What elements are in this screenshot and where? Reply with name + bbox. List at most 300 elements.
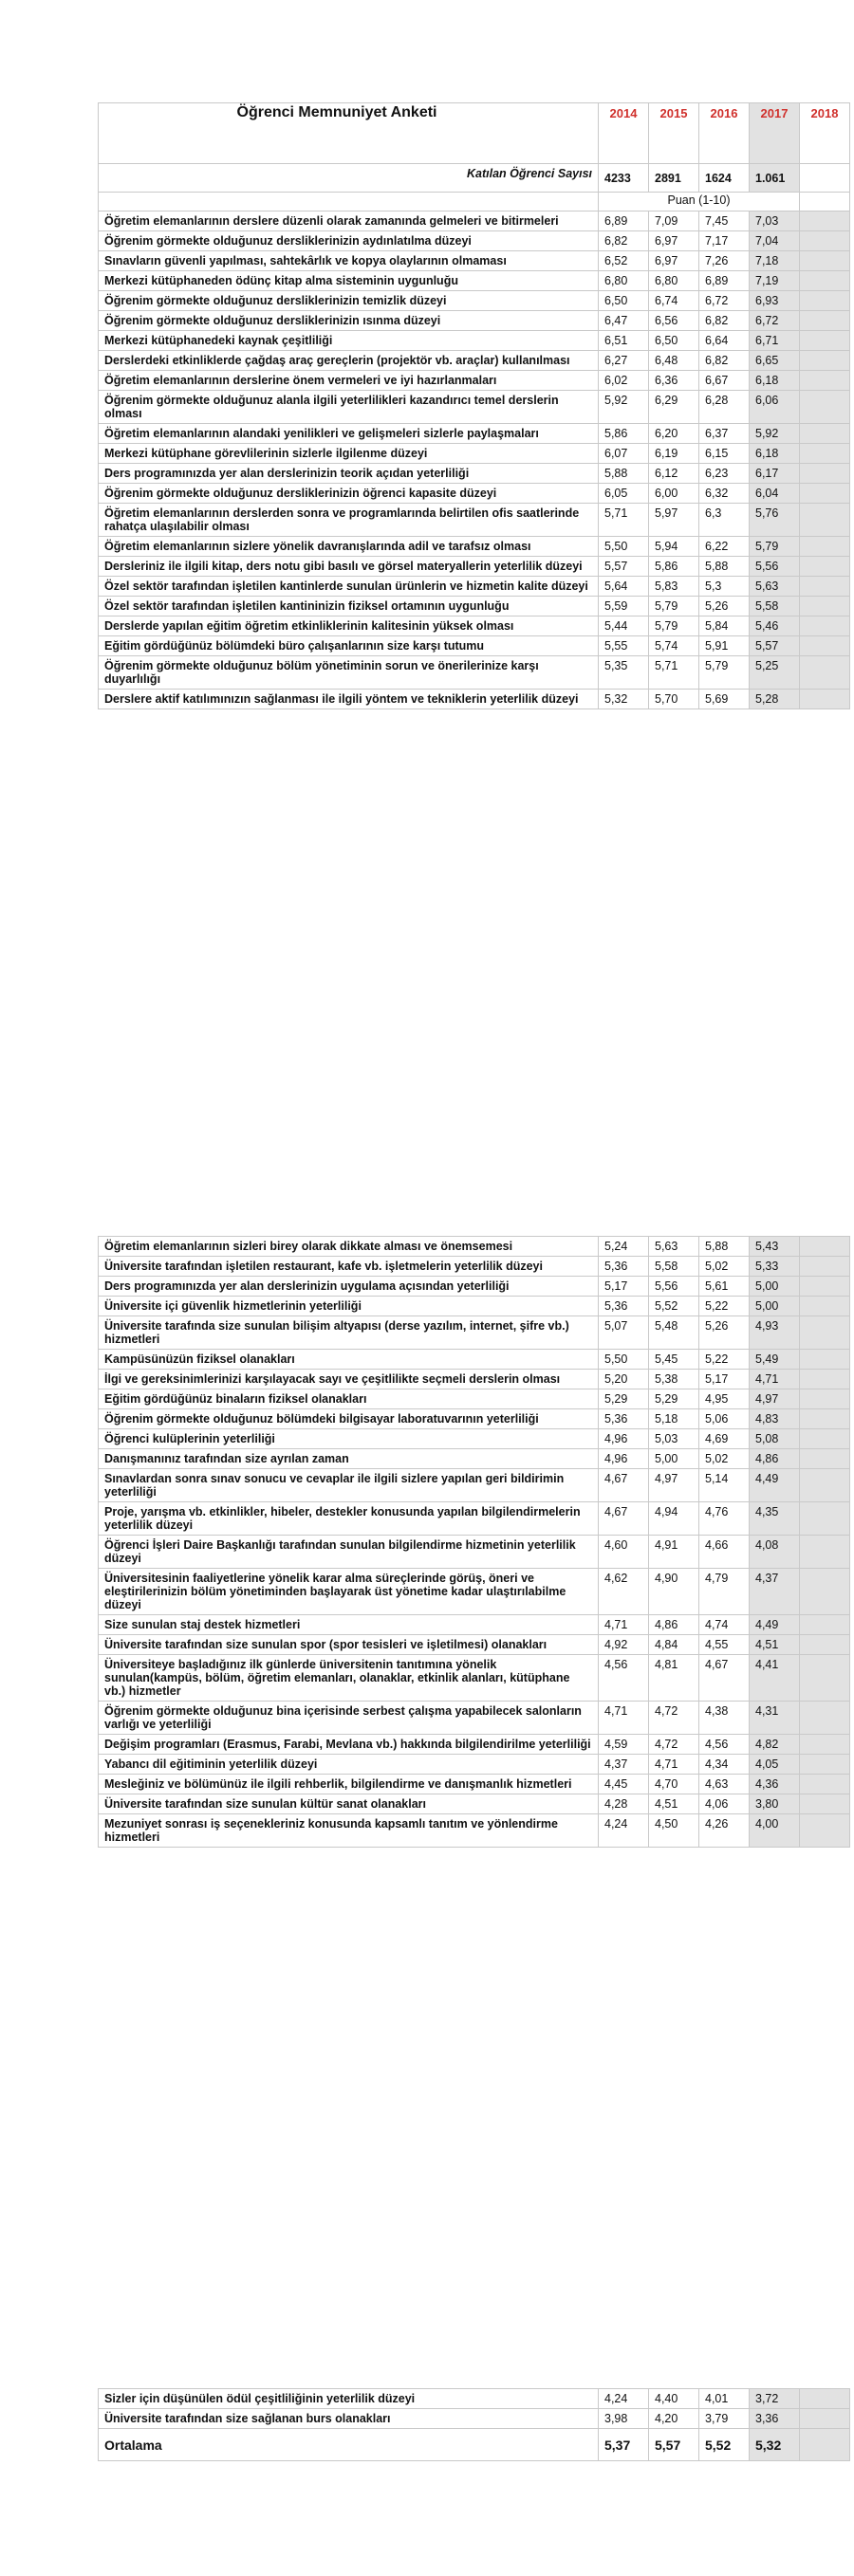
survey-row bbox=[99, 1755, 850, 1775]
survey-row bbox=[99, 311, 850, 331]
survey-row bbox=[99, 1389, 850, 1409]
score-2018 bbox=[800, 1702, 850, 1735]
score-2014: 4,59 bbox=[599, 1735, 649, 1755]
score-2018 bbox=[800, 557, 850, 577]
score-2015: 5,71 bbox=[649, 656, 699, 690]
score-2015: 5,38 bbox=[649, 1370, 699, 1389]
score-2017: 5,76 bbox=[750, 504, 800, 537]
score-2018 bbox=[800, 1469, 850, 1502]
question-text: Proje, yarışma vb. etkinlikler, hibeler, destekler konusunda yapılan bilgilendirmelerin yeterlilik düzeyi bbox=[99, 1502, 599, 1536]
score-2017: 6,06 bbox=[750, 391, 800, 424]
question-text: İlgi ve gereksinimlerinizi karşılayacak sayı ve çeşitlilikte seçmeli derslerin olması bbox=[99, 1370, 599, 1389]
score-2016: 6,64 bbox=[699, 331, 750, 351]
question-text: Üniversiteye başladığınız ilk günlerde üniversitenin tanıtımına yönelik sunulan(kampüs, bölüm, öğretim elemanları, olanaklar, etkinlik alanları, kütüphane vb.) hizmetler bbox=[99, 1655, 599, 1702]
score-2016: 6,32 bbox=[699, 484, 750, 504]
section-1-rows bbox=[99, 212, 850, 709]
section-2-rows bbox=[99, 1237, 850, 1848]
score-2015: 6,97 bbox=[649, 231, 699, 251]
question-text: Öğrenim görmekte olduğunuz dersliklerinizin ısınma düzeyi bbox=[99, 311, 599, 331]
score-2015: 5,48 bbox=[649, 1316, 699, 1350]
survey-row bbox=[99, 464, 850, 484]
score-2015: 5,74 bbox=[649, 636, 699, 656]
average-2016: 5,52 bbox=[699, 2429, 750, 2461]
question-text: Üniversite içi güvenlik hizmetlerinin yeterliliği bbox=[99, 1297, 599, 1316]
score-2018 bbox=[800, 1615, 850, 1635]
score-2014: 6,52 bbox=[599, 251, 649, 271]
score-2018 bbox=[800, 636, 850, 656]
score-2018 bbox=[800, 597, 850, 616]
question-text: Özel sektör tarafından işletilen kantininizin fiziksel ortamının uygunluğu bbox=[99, 597, 599, 616]
score-2016: 6,23 bbox=[699, 464, 750, 484]
score-2018 bbox=[800, 1635, 850, 1655]
question-text: Sınavların güvenli yapılması, sahtekârlık ve kopya olaylarının olmaması bbox=[99, 251, 599, 271]
question-text: Öğrenim görmekte olduğunuz bölüm yönetiminin sorun ve önerilerinize karşı duyarlılığı bbox=[99, 656, 599, 690]
score-2018 bbox=[800, 1409, 850, 1429]
survey-row bbox=[99, 1429, 850, 1449]
score-2017: 4,82 bbox=[750, 1735, 800, 1755]
score-2015: 4,40 bbox=[649, 2389, 699, 2409]
score-2015: 5,45 bbox=[649, 1350, 699, 1370]
score-2016: 6,67 bbox=[699, 371, 750, 391]
score-2014: 4,28 bbox=[599, 1794, 649, 1814]
question-text: Öğretim elemanlarının derslere düzenli olarak zamanında gelmeleri ve bitirmeleri bbox=[99, 212, 599, 231]
score-2018 bbox=[800, 1316, 850, 1350]
score-2014: 5,36 bbox=[599, 1409, 649, 1429]
score-2015: 5,79 bbox=[649, 616, 699, 636]
score-2016: 4,01 bbox=[699, 2389, 750, 2409]
score-2018 bbox=[800, 504, 850, 537]
score-2017: 4,93 bbox=[750, 1316, 800, 1350]
question-text: Öğrenim görmekte olduğunuz dersliklerinizin temizlik düzeyi bbox=[99, 291, 599, 311]
score-2014: 5,88 bbox=[599, 464, 649, 484]
score-2018 bbox=[800, 1370, 850, 1389]
survey-row bbox=[99, 1735, 850, 1755]
score-2014: 3,98 bbox=[599, 2409, 649, 2429]
score-2018 bbox=[800, 2389, 850, 2409]
score-2017: 4,86 bbox=[750, 1449, 800, 1469]
question-text: Derslere aktif katılımınızın sağlanması ile ilgili yöntem ve tekniklerin yeterlilik düzeyi bbox=[99, 690, 599, 709]
score-2018 bbox=[800, 1794, 850, 1814]
score-2015: 6,56 bbox=[649, 311, 699, 331]
score-2014: 6,80 bbox=[599, 271, 649, 291]
score-2015: 4,90 bbox=[649, 1569, 699, 1615]
question-text: Merkezi kütüphanedeki kaynak çeşitliliği bbox=[99, 331, 599, 351]
score-2015: 5,52 bbox=[649, 1297, 699, 1316]
score-2018 bbox=[800, 212, 850, 231]
score-2018 bbox=[800, 251, 850, 271]
score-2016: 3,79 bbox=[699, 2409, 750, 2429]
score-2018 bbox=[800, 331, 850, 351]
score-2016: 5,22 bbox=[699, 1297, 750, 1316]
question-text: Merkezi kütüphaneden ödünç kitap alma sisteminin uygunluğu bbox=[99, 271, 599, 291]
score-2018 bbox=[800, 1237, 850, 1257]
score-2016: 5,84 bbox=[699, 616, 750, 636]
score-2016: 4,79 bbox=[699, 1569, 750, 1615]
score-2014: 4,24 bbox=[599, 1814, 649, 1848]
score-2016: 4,56 bbox=[699, 1735, 750, 1755]
question-text: Öğretim elemanlarının derslerden sonra ve programlarında belirtilen ofis saatlerinde rahatça ulaşılabilir olması bbox=[99, 504, 599, 537]
survey-row bbox=[99, 444, 850, 464]
score-2017: 4,51 bbox=[750, 1635, 800, 1655]
score-2017: 6,93 bbox=[750, 291, 800, 311]
score-2014: 5,57 bbox=[599, 557, 649, 577]
score-2018 bbox=[800, 424, 850, 444]
score-2014: 5,24 bbox=[599, 1237, 649, 1257]
score-2017: 7,04 bbox=[750, 231, 800, 251]
score-2015: 5,86 bbox=[649, 557, 699, 577]
score-2016: 6,37 bbox=[699, 424, 750, 444]
survey-row bbox=[99, 597, 850, 616]
score-2016: 4,38 bbox=[699, 1702, 750, 1735]
respondents-2015: 2891 bbox=[649, 164, 699, 193]
score-2017: 5,92 bbox=[750, 424, 800, 444]
score-2015: 5,79 bbox=[649, 597, 699, 616]
score-2015: 4,86 bbox=[649, 1615, 699, 1635]
score-2015: 6,29 bbox=[649, 391, 699, 424]
score-2016: 5,14 bbox=[699, 1469, 750, 1502]
score-2015: 5,56 bbox=[649, 1277, 699, 1297]
survey-row bbox=[99, 2409, 850, 2429]
unit-label: Puan (1-10) bbox=[599, 193, 800, 212]
score-2017: 5,00 bbox=[750, 1297, 800, 1316]
header-row bbox=[99, 103, 850, 164]
score-2016: 5,02 bbox=[699, 1449, 750, 1469]
score-2017: 4,08 bbox=[750, 1536, 800, 1569]
question-text: Öğrenim görmekte olduğunuz bölümdeki bilgisayar laboratuvarının yeterliliği bbox=[99, 1409, 599, 1429]
score-2017: 4,35 bbox=[750, 1502, 800, 1536]
score-2015: 4,50 bbox=[649, 1814, 699, 1848]
score-2016: 6,82 bbox=[699, 311, 750, 331]
score-2014: 6,07 bbox=[599, 444, 649, 464]
score-2018 bbox=[800, 537, 850, 557]
score-2017: 5,57 bbox=[750, 636, 800, 656]
score-2017: 6,71 bbox=[750, 331, 800, 351]
score-2014: 5,44 bbox=[599, 616, 649, 636]
score-2014: 4,24 bbox=[599, 2389, 649, 2409]
score-2016: 4,76 bbox=[699, 1502, 750, 1536]
score-2018 bbox=[800, 690, 850, 709]
survey-row bbox=[99, 1702, 850, 1735]
score-2014: 5,55 bbox=[599, 636, 649, 656]
score-2017: 5,28 bbox=[750, 690, 800, 709]
question-text: Üniversite tarafında size sunulan bilişim altyapısı (derse yazılım, internet, şifre vb.) hizmetleri bbox=[99, 1316, 599, 1350]
score-2017: 4,00 bbox=[750, 1814, 800, 1848]
score-2016: 5,26 bbox=[699, 597, 750, 616]
score-2018 bbox=[800, 577, 850, 597]
score-2014: 5,35 bbox=[599, 656, 649, 690]
score-2018 bbox=[800, 1655, 850, 1702]
score-2014: 4,56 bbox=[599, 1655, 649, 1702]
average-2014: 5,37 bbox=[599, 2429, 649, 2461]
average-2017: 5,32 bbox=[750, 2429, 800, 2461]
score-2014: 4,96 bbox=[599, 1449, 649, 1469]
score-2016: 4,34 bbox=[699, 1755, 750, 1775]
score-2014: 5,71 bbox=[599, 504, 649, 537]
year-2017: 2017 bbox=[750, 103, 800, 164]
question-text: Dersleriniz ile ilgili kitap, ders notu gibi basılı ve görsel materyallerin yeterlilik düzeyi bbox=[99, 557, 599, 577]
score-2016: 5,22 bbox=[699, 1350, 750, 1370]
survey-table-part-3 bbox=[98, 2388, 850, 2461]
survey-table-part-2 bbox=[98, 1236, 850, 1848]
score-2018 bbox=[800, 484, 850, 504]
survey-row bbox=[99, 484, 850, 504]
question-text: Eğitim gördüğünüz binaların fiziksel olanakları bbox=[99, 1389, 599, 1409]
survey-row bbox=[99, 577, 850, 597]
score-2015: 4,71 bbox=[649, 1755, 699, 1775]
question-text: Üniversitesinin faaliyetlerine yönelik karar alma süreçlerinde görüş, öneri ve eleştirilerinizin bölüm yönetiminden başlayarak üst yönetime kadar ulaştırılabilme düzeyi bbox=[99, 1569, 599, 1615]
score-2015: 6,19 bbox=[649, 444, 699, 464]
section-3-rows bbox=[99, 2389, 850, 2429]
score-2017: 4,37 bbox=[750, 1569, 800, 1615]
score-2014: 6,82 bbox=[599, 231, 649, 251]
score-2016: 4,55 bbox=[699, 1635, 750, 1655]
score-2018 bbox=[800, 464, 850, 484]
score-2015: 5,70 bbox=[649, 690, 699, 709]
score-2014: 4,45 bbox=[599, 1775, 649, 1794]
score-2016: 5,91 bbox=[699, 636, 750, 656]
score-2018 bbox=[800, 1277, 850, 1297]
score-2015: 5,03 bbox=[649, 1429, 699, 1449]
year-2015: 2015 bbox=[649, 103, 699, 164]
survey-row bbox=[99, 1655, 850, 1702]
score-2015: 5,63 bbox=[649, 1237, 699, 1257]
score-2014: 4,92 bbox=[599, 1635, 649, 1655]
score-2018 bbox=[800, 1755, 850, 1775]
survey-row bbox=[99, 656, 850, 690]
score-2015: 4,70 bbox=[649, 1775, 699, 1794]
score-2014: 4,37 bbox=[599, 1755, 649, 1775]
score-2017: 5,33 bbox=[750, 1257, 800, 1277]
score-2016: 4,69 bbox=[699, 1429, 750, 1449]
score-2016: 6,3 bbox=[699, 504, 750, 537]
question-text: Size sunulan staj destek hizmetleri bbox=[99, 1615, 599, 1635]
score-2015: 6,00 bbox=[649, 484, 699, 504]
survey-row bbox=[99, 557, 850, 577]
average-label: Ortalama bbox=[99, 2429, 599, 2461]
average-row bbox=[99, 2429, 850, 2461]
score-2014: 4,62 bbox=[599, 1569, 649, 1615]
score-2014: 5,29 bbox=[599, 1389, 649, 1409]
survey-row bbox=[99, 1370, 850, 1389]
score-2017: 5,46 bbox=[750, 616, 800, 636]
score-2018 bbox=[800, 1569, 850, 1615]
score-2015: 7,09 bbox=[649, 212, 699, 231]
score-2015: 5,00 bbox=[649, 1449, 699, 1469]
question-text: Ders programınızda yer alan derslerinizin teorik açıdan yeterliliği bbox=[99, 464, 599, 484]
score-2017: 3,80 bbox=[750, 1794, 800, 1814]
score-2014: 5,36 bbox=[599, 1257, 649, 1277]
respondents-2014: 4233 bbox=[599, 164, 649, 193]
survey-row bbox=[99, 690, 850, 709]
question-text: Danışmanınız tarafından size ayrılan zaman bbox=[99, 1449, 599, 1469]
survey-row bbox=[99, 1350, 850, 1370]
score-2014: 5,86 bbox=[599, 424, 649, 444]
score-2016: 5,88 bbox=[699, 1237, 750, 1257]
score-2017: 7,18 bbox=[750, 251, 800, 271]
year-2018: 2018 bbox=[800, 103, 850, 164]
score-2018 bbox=[800, 1297, 850, 1316]
survey-row bbox=[99, 231, 850, 251]
score-2017: 3,72 bbox=[750, 2389, 800, 2409]
question-text: Eğitim gördüğünüz bölümdeki büro çalışanlarının size karşı tutumu bbox=[99, 636, 599, 656]
page-title: Öğrenci Memnuniyet Anketi bbox=[236, 104, 437, 120]
score-2015: 4,72 bbox=[649, 1702, 699, 1735]
score-2017: 6,04 bbox=[750, 484, 800, 504]
score-2016: 5,88 bbox=[699, 557, 750, 577]
score-2014: 5,64 bbox=[599, 577, 649, 597]
score-2015: 4,91 bbox=[649, 1536, 699, 1569]
score-2017: 4,36 bbox=[750, 1775, 800, 1794]
score-2017: 6,17 bbox=[750, 464, 800, 484]
score-2016: 5,17 bbox=[699, 1370, 750, 1389]
score-2014: 5,50 bbox=[599, 1350, 649, 1370]
score-2015: 6,36 bbox=[649, 371, 699, 391]
score-2018 bbox=[800, 1257, 850, 1277]
score-2017: 5,58 bbox=[750, 597, 800, 616]
score-2017: 3,36 bbox=[750, 2409, 800, 2429]
survey-row bbox=[99, 1635, 850, 1655]
score-2018 bbox=[800, 271, 850, 291]
score-2015: 6,48 bbox=[649, 351, 699, 371]
respondents-2016: 1624 bbox=[699, 164, 750, 193]
score-2016: 5,3 bbox=[699, 577, 750, 597]
score-2014: 4,71 bbox=[599, 1702, 649, 1735]
score-2015: 6,97 bbox=[649, 251, 699, 271]
survey-row bbox=[99, 251, 850, 271]
score-2016: 4,66 bbox=[699, 1536, 750, 1569]
score-2015: 6,20 bbox=[649, 424, 699, 444]
question-text: Öğrenim görmekte olduğunuz dersliklerinizin aydınlatılma düzeyi bbox=[99, 231, 599, 251]
question-text: Öğrenci kulüplerinin yeterliliği bbox=[99, 1429, 599, 1449]
score-2016: 4,74 bbox=[699, 1615, 750, 1635]
question-text: Merkezi kütüphane görevlilerinin sizlerle ilgilenme düzeyi bbox=[99, 444, 599, 464]
score-2018 bbox=[800, 391, 850, 424]
score-2016: 4,26 bbox=[699, 1814, 750, 1848]
score-2015: 4,94 bbox=[649, 1502, 699, 1536]
question-text: Üniversite tarafından size sunulan kültür sanat olanakları bbox=[99, 1794, 599, 1814]
question-text: Öğretim elemanlarının alandaki yenilikleri ve gelişmeleri sizlerle paylaşmaları bbox=[99, 424, 599, 444]
question-text: Sınavlardan sonra sınav sonucu ve cevaplar ile ilgili sizlere yapılan geri bildirimin yeterliliği bbox=[99, 1469, 599, 1502]
question-text: Derslerde yapılan eğitim öğretim etkinliklerinin kalitesinin yüksek olması bbox=[99, 616, 599, 636]
survey-row bbox=[99, 1615, 850, 1635]
survey-row bbox=[99, 371, 850, 391]
score-2018 bbox=[800, 1449, 850, 1469]
survey-row bbox=[99, 1469, 850, 1502]
score-2016: 6,28 bbox=[699, 391, 750, 424]
score-2016: 4,06 bbox=[699, 1794, 750, 1814]
question-text: Ders programınızda yer alan derslerinizin uygulama açısından yeterliliği bbox=[99, 1277, 599, 1297]
score-2016: 7,17 bbox=[699, 231, 750, 251]
year-2014: 2014 bbox=[599, 103, 649, 164]
score-2014: 5,59 bbox=[599, 597, 649, 616]
score-2017: 5,63 bbox=[750, 577, 800, 597]
score-2017: 5,08 bbox=[750, 1429, 800, 1449]
survey-row bbox=[99, 1277, 850, 1297]
survey-row bbox=[99, 616, 850, 636]
survey-row bbox=[99, 2389, 850, 2409]
survey-row bbox=[99, 537, 850, 557]
question-text: Öğretim elemanlarının derslerine önem vermeleri ve iyi hazırlanmaları bbox=[99, 371, 599, 391]
score-2015: 5,83 bbox=[649, 577, 699, 597]
survey-row bbox=[99, 1536, 850, 1569]
score-2018 bbox=[800, 656, 850, 690]
score-2015: 5,18 bbox=[649, 1409, 699, 1429]
score-2016: 4,67 bbox=[699, 1655, 750, 1702]
score-2016: 6,89 bbox=[699, 271, 750, 291]
score-2017: 6,18 bbox=[750, 371, 800, 391]
survey-row bbox=[99, 1449, 850, 1469]
score-2015: 6,12 bbox=[649, 464, 699, 484]
respondents-label: Katılan Öğrenci Sayısı bbox=[99, 164, 599, 193]
score-2014: 6,89 bbox=[599, 212, 649, 231]
score-2018 bbox=[800, 2409, 850, 2429]
score-2014: 6,47 bbox=[599, 311, 649, 331]
score-2017: 4,97 bbox=[750, 1389, 800, 1409]
question-text: Mezuniyet sonrası iş seçenekleriniz konusunda kapsamlı tanıtım ve yönlendirme hizmetleri bbox=[99, 1814, 599, 1848]
question-text: Öğrenim görmekte olduğunuz dersliklerinizin öğrenci kapasite düzeyi bbox=[99, 484, 599, 504]
score-2015: 5,97 bbox=[649, 504, 699, 537]
score-2016: 6,72 bbox=[699, 291, 750, 311]
score-2018 bbox=[800, 1775, 850, 1794]
question-text: Öğrenci İşleri Daire Başkanlığı tarafından sunulan bilgilendirme hizmetinin yeterlilik düzeyi bbox=[99, 1536, 599, 1569]
score-2016: 7,45 bbox=[699, 212, 750, 231]
score-2016: 5,79 bbox=[699, 656, 750, 690]
score-2014: 4,60 bbox=[599, 1536, 649, 1569]
score-2016: 6,15 bbox=[699, 444, 750, 464]
score-2017: 5,43 bbox=[750, 1237, 800, 1257]
survey-row bbox=[99, 1814, 850, 1848]
question-text: Öğretim elemanlarının sizleri birey olarak dikkate alması ve önemsemesi bbox=[99, 1237, 599, 1257]
score-2015: 6,74 bbox=[649, 291, 699, 311]
question-text: Yabancı dil eğitiminin yeterlilik düzeyi bbox=[99, 1755, 599, 1775]
respondents-row bbox=[99, 164, 850, 193]
survey-row bbox=[99, 424, 850, 444]
score-2014: 4,96 bbox=[599, 1429, 649, 1449]
survey-row bbox=[99, 1316, 850, 1350]
score-2014: 5,92 bbox=[599, 391, 649, 424]
score-2017: 7,19 bbox=[750, 271, 800, 291]
score-2018 bbox=[800, 311, 850, 331]
survey-table-part-1 bbox=[98, 102, 850, 709]
score-2016: 5,02 bbox=[699, 1257, 750, 1277]
score-2015: 4,51 bbox=[649, 1794, 699, 1814]
score-2014: 4,71 bbox=[599, 1615, 649, 1635]
score-2018 bbox=[800, 1735, 850, 1755]
score-2018 bbox=[800, 444, 850, 464]
score-2018 bbox=[800, 1536, 850, 1569]
question-text: Özel sektör tarafından işletilen kantinlerde sunulan ürünlerin ve hizmetin kalite düzeyi bbox=[99, 577, 599, 597]
question-text: Öğrenim görmekte olduğunuz bina içerisinde serbest çalışma yapabilecek salonların varlığı ve yeterliliği bbox=[99, 1702, 599, 1735]
question-text: Mesleğiniz ve bölümünüz ile ilgili rehberlik, bilgilendirme ve danışmanlık hizmetleri bbox=[99, 1775, 599, 1794]
score-2015: 4,72 bbox=[649, 1735, 699, 1755]
score-2018 bbox=[800, 1814, 850, 1848]
survey-row bbox=[99, 504, 850, 537]
score-2016: 5,06 bbox=[699, 1409, 750, 1429]
question-text: Öğrenim görmekte olduğunuz alanla ilgili yeterlilikleri kazandırıcı temel derslerin olması bbox=[99, 391, 599, 424]
score-2017: 5,25 bbox=[750, 656, 800, 690]
score-2016: 5,69 bbox=[699, 690, 750, 709]
score-2016: 5,61 bbox=[699, 1277, 750, 1297]
score-2014: 4,67 bbox=[599, 1502, 649, 1536]
average-2015: 5,57 bbox=[649, 2429, 699, 2461]
question-text: Üniversite tarafından işletilen restaurant, kafe vb. işletmelerin yeterlilik düzeyi bbox=[99, 1257, 599, 1277]
score-2017: 4,41 bbox=[750, 1655, 800, 1702]
score-2017: 7,03 bbox=[750, 212, 800, 231]
survey-row bbox=[99, 1409, 850, 1429]
survey-row bbox=[99, 391, 850, 424]
score-2018 bbox=[800, 351, 850, 371]
score-2017: 4,71 bbox=[750, 1370, 800, 1389]
